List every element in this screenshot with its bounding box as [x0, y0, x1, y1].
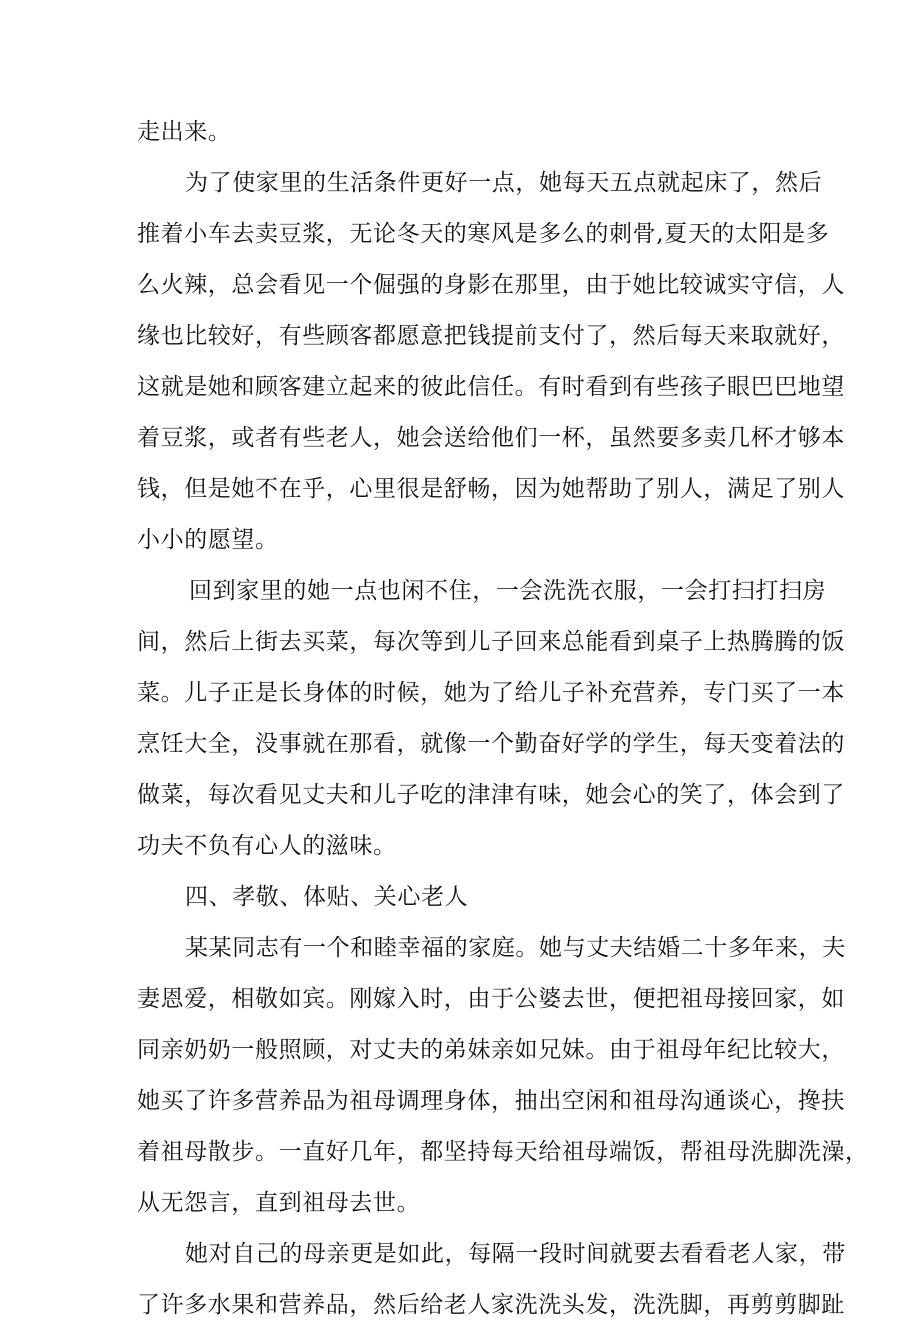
section-heading: 四、孝敬、体贴、关心老人 [185, 884, 469, 910]
text-line: 间，然后上街去买菜，每次等到儿子回来总能看到桌子上热腾腾的饭 [137, 629, 845, 655]
text-line: 她买了许多营养品为祖母调理身体，抽出空闲和祖母沟通谈心，搀扶 [137, 1088, 845, 1114]
document-body [137, 107, 869, 1331]
text-line: 小小的愿望。 [137, 527, 279, 553]
text-line: 钱，但是她不在乎，心里很是舒畅，因为她帮助了别人，满足了别人 [137, 476, 845, 502]
text-line: 功夫不负有心人的滋味。 [137, 833, 397, 859]
text-line: 推着小车去卖豆浆，无论冬天的寒风是多么的刺骨,夏天的太阳是多 [137, 221, 830, 247]
text-line: 妻恩爱，相敬如宾。刚嫁入时，由于公婆去世，便把祖母接回家，如 [137, 986, 845, 1012]
text-line: 同亲奶奶一般照顾，对丈夫的弟妹亲如兄妹。由于祖母年纪比较大， [137, 1037, 845, 1063]
text-line: 菜。儿子正是长身体的时候，她为了给儿子补充营养，专门买了一本 [137, 680, 845, 706]
text-line: 从无怨言，直到祖母去世。 [137, 1190, 421, 1216]
text-line: 烹饪大全，没事就在那看，就像一个勤奋好学的学生，每天变着法的 [137, 731, 845, 757]
text-line: 走出来。 [137, 119, 232, 145]
text-line: 这就是她和顾客建立起来的彼此信任。有时看到有些孩子眼巴巴地望 [137, 374, 845, 400]
paragraph-start-line: 她对自己的母亲更是如此，每隔一段时间就要去看看老人家，带 [185, 1241, 846, 1267]
text-line: 缘也比较好，有些顾客都愿意把钱提前支付了，然后每天来取就好， [137, 323, 845, 349]
paragraph-start-line: 为了使家里的生活条件更好一点，她每天五点就起床了，然后 [185, 170, 823, 196]
text-line: 了许多水果和营养品，然后给老人家洗洗头发，洗洗脚，再剪剪脚趾 [137, 1292, 845, 1318]
text-line: 着豆浆，或者有些老人，她会送给他们一杯，虽然要多卖几杯才够本 [137, 425, 845, 451]
paragraph-start-line: 某某同志有一个和睦幸福的家庭。她与丈夫结婚二十多年来，夫 [185, 935, 846, 961]
text-line: 着祖母散步。一直好几年，都坚持每天给祖母端饭，帮祖母洗脚洗澡， [137, 1139, 869, 1165]
paragraph-start-line: 回到家里的她一点也闲不住，一会洗洗衣服，一会打扫打扫房 [189, 578, 827, 604]
text-line: 么火辣，总会看见一个倔强的身影在那里，由于她比较诚实守信，人 [137, 272, 845, 298]
text-line: 做菜，每次看见丈夫和儿子吃的津津有味，她会心的笑了，体会到了 [137, 782, 845, 808]
